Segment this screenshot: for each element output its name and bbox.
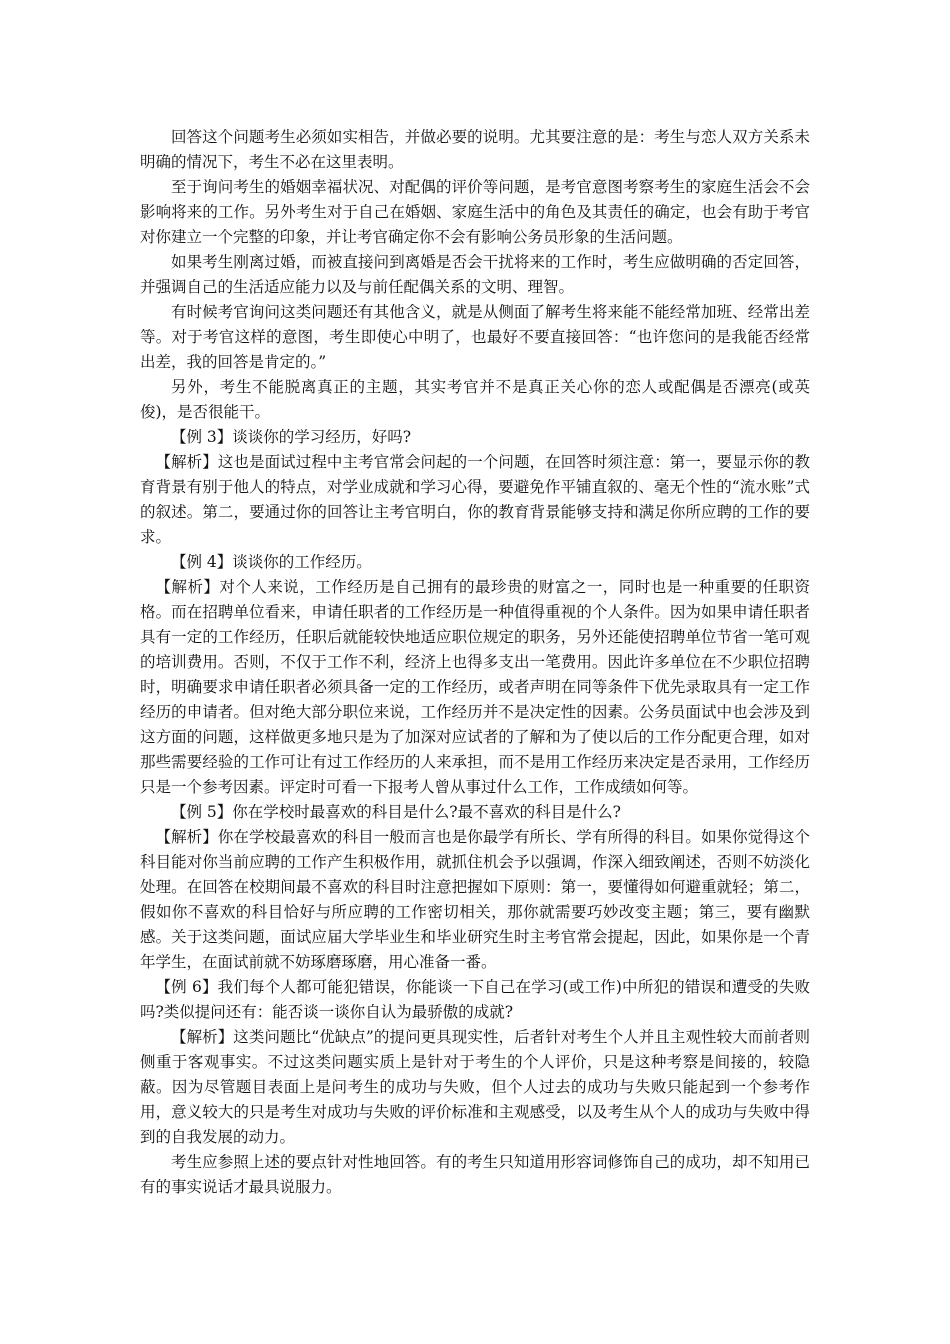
analysis-paragraph: 【解析】对个人来说，工作经历是自己拥有的最珍贵的财富之一，同时也是一种重要的任职资格。而在招聘单位看来，申请任职者的工作经历是一种值得重视的个人条件。因为如果申请任职者具有一定的工作经历，任职后就能较快地适应职位规定的职务，另外还能使招聘单位节省一笔可观的培训费用。否则，不仅于工作不利，经济上也得多支出一笔费用。因此许多单位在不少职位招聘时，明确要求申请任职者必须具备一定的工作经历，或者声明在同等条件下优先录取具有一定工作经历的申请者。但对绝大部分职位来说，工作经历并不是决定性的因素。公务员面试中也会涉及到这方面的问题，这样做更多地只是为了加深对应试者的了解和为了使以后的工作分配更合理，如对那些需要经验的工作可让有过工作经历的人来承担，而不是用工作经历来决定是否录用，工作经历只是一个参考因素。评定时可看一下报考人曾从事过什么工作，工作成绩如何等。 xyxy=(140,578,810,796)
example-question: 【例 6】我们每个人都可能犯错误，你能谈一下自己在学习(或工作)中所犯的错误和遭受的失败吗?类似提问还有：能否谈一谈你自认为最骄傲的成就? xyxy=(140,978,810,1021)
paragraph: 回答这个问题考生必须如实相告，并做必要的说明。尤其要注意的是：考生与恋人双方关系未明确的情况下，考生不必在这里表明。 xyxy=(140,128,810,171)
paragraph: 另外，考生不能脱离真正的主题，其实考官并不是真正关心你的恋人或配偶是否漂亮(或英俊)，是否很能干。 xyxy=(140,378,810,421)
paragraph: 考生应参照上述的要点针对性地回答。有的考生只知道用形容词修饰自己的成功，却不知用已有的事实说话才最具说服力。 xyxy=(140,1153,810,1196)
analysis-paragraph: 【解析】你在学校最喜欢的科目一般而言也是你最学有所长、学有所得的科目。如果你觉得这个科目能对你当前应聘的工作产生积极作用，就抓住机会予以强调，作深入细致阐述，否则不妨淡化处理。在回答在校期间最不喜欢的科目时注意把握如下原则：第一，要懂得如何避重就轻；第二，假如你不喜欢的科目恰好与所应聘的工作密切相关，那你就需要巧妙改变主题；第三，要有幽默感。关于这类问题，面试应届大学毕业生和毕业研究生时主考官常会提起，因此，如果你是一个青年学生，在面试前就不妨琢磨琢磨，用心准备一番。 xyxy=(140,828,810,971)
example-question: 【例 3】谈谈你的学习经历，好吗? xyxy=(171,428,412,446)
paragraph: 至于询问考生的婚姻幸福状况、对配偶的评价等问题，是考官意图考察考生的家庭生活会不会影响将来的工作。另外考生对于自己在婚姻、家庭生活中的角色及其责任的确定，也会有助于考官对你建立一个完整的印象，并让考官确定你不会有影响公务员形象的生活问题。 xyxy=(140,178,810,246)
document-body xyxy=(140,125,810,1200)
paragraph: 如果考生刚离过婚，而被直接问到离婚是否会干扰将来的工作时，考生应做明确的否定回答，并强调自己的生活适应能力以及与前任配偶关系的文明、理智。 xyxy=(140,253,810,296)
analysis-paragraph: 【解析】这也是面试过程中主考官常会问起的一个问题，在回答时须注意：第一，要显示你的教育背景有别于他人的特点，对学业成就和学习心得，要避免作平铺直叙的、毫无个性的“流水账”式的叙述。第二，要通过你的回答让主考官明白，你的教育背景能够支持和满足你所应聘的工作的要求。 xyxy=(140,453,810,546)
example-question: 【例 4】谈谈你的工作经历。 xyxy=(171,553,372,571)
paragraph: 有时候考官询问这类问题还有其他含义，就是从侧面了解考生将来能不能经常加班、经常出差等。对于考官这样的意图，考生即使心中明了，也最好不要直接回答：“也许您问的是我能否经常出差，我的回答是肯定的。” xyxy=(140,303,810,371)
analysis-paragraph: 【解析】这类问题比“优缺点”的提问更具现实性，后者针对考生个人并且主观性较大而前者则侧重于客观事实。不过这类问题实质上是针对于考生的个人评价，只是这种考察是间接的，较隐蔽。因为尽管题目表面上是问考生的成功与失败，但个人过去的成功与失败只能起到一个参考作用，意义较大的只是考生对成功与失败的评价标准和主观感受，以及考生从个人的成功与失败中得到的自我发展的动力。 xyxy=(140,1028,810,1146)
example-question: 【例 5】你在学校时最喜欢的科目是什么?最不喜欢的科目是什么? xyxy=(171,803,621,821)
